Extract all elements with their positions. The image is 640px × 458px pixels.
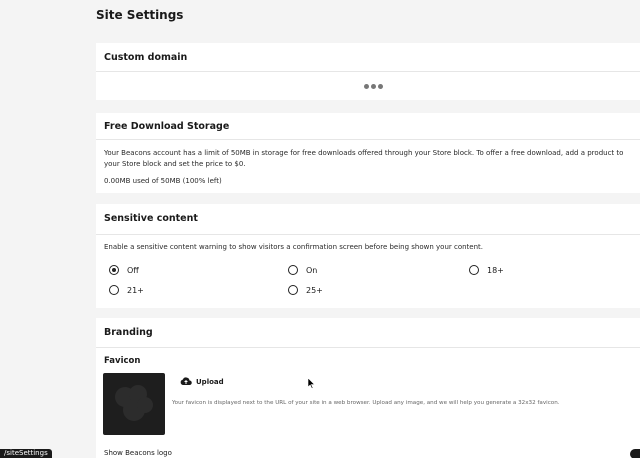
branding-card <box>96 318 640 458</box>
radio-label: On <box>306 265 318 275</box>
custom-domain-card <box>96 43 640 100</box>
radio-unselected-icon <box>288 265 298 275</box>
route-badge: /siteSettings <box>0 449 52 458</box>
storage-card <box>96 113 640 193</box>
cloud-upload-icon <box>180 377 192 386</box>
divider <box>96 71 640 72</box>
sensitive-description: Enable a sensitive content warning to show visitors a confirmation screen before being shown your content. <box>104 243 484 251</box>
sensitive-content-card <box>96 204 640 308</box>
upload-favicon-button[interactable] <box>180 377 224 386</box>
radio-on[interactable] <box>288 265 317 275</box>
favicon-help-text: Your favicon is displayed next to the URL of your site in a web browser. Upload any image, and we will help you generate a 32x32 favicon. <box>172 400 560 406</box>
branding-title: Branding <box>104 327 153 338</box>
mouse-cursor-icon <box>308 378 316 389</box>
loading-dots-icon <box>364 84 383 89</box>
divider <box>96 139 640 140</box>
radio-label: Off <box>127 265 139 275</box>
favicon-preview[interactable] <box>103 373 165 435</box>
page-title: Site Settings <box>96 8 184 22</box>
favicon-title: Favicon <box>104 356 141 366</box>
storage-usage: 0.00MB used of 50MB (100% left) <box>104 177 222 185</box>
sensitive-title: Sensitive content <box>104 213 198 224</box>
upload-label: Upload <box>196 377 224 386</box>
radio-unselected-icon <box>109 285 119 295</box>
storage-description: Your Beacons account has a limit of 50MB in storage for free downloads offered through your Store block. To offer a free download, add a product to your Store block and set the price to $0. <box>104 149 624 168</box>
radio-18plus[interactable] <box>469 265 504 275</box>
radio-selected-icon <box>109 265 119 275</box>
radio-off[interactable] <box>109 265 139 275</box>
show-logo-toggle[interactable] <box>630 449 640 458</box>
radio-21plus[interactable] <box>109 285 144 295</box>
custom-domain-title: Custom domain <box>104 52 188 63</box>
radio-label: 18+ <box>487 265 504 275</box>
storage-title: Free Download Storage <box>104 121 230 132</box>
show-logo-label: Show Beacons logo <box>104 449 172 457</box>
radio-25plus[interactable] <box>288 285 323 295</box>
radio-label: 21+ <box>127 285 144 295</box>
radio-label: 25+ <box>306 285 323 295</box>
radio-unselected-icon <box>288 285 298 295</box>
radio-unselected-icon <box>469 265 479 275</box>
divider <box>96 234 640 235</box>
divider <box>96 347 640 348</box>
